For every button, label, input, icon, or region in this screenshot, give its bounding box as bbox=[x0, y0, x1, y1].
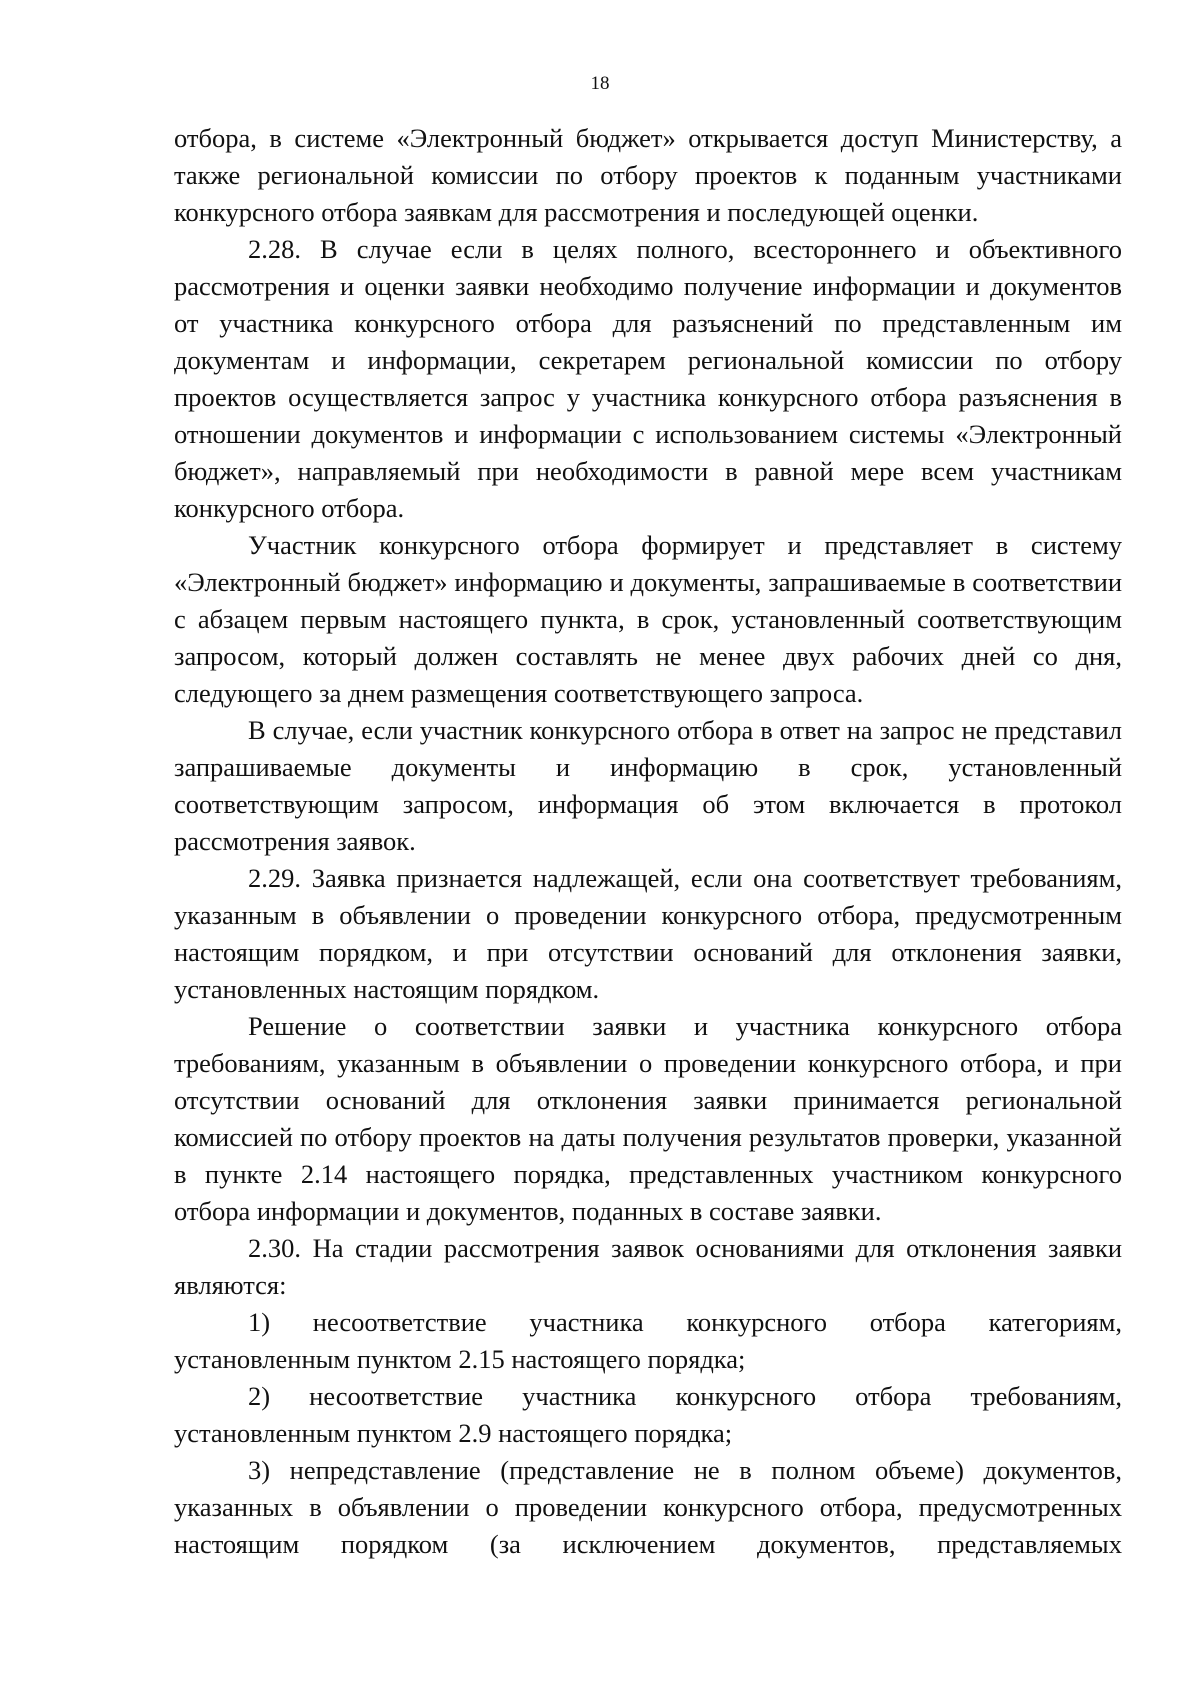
list-item-2: 2) несоответствие участника конкурсного отбора требованиям, установленным пунктом 2.9 настоящего порядка; bbox=[174, 1381, 1122, 1448]
page-number: 18 bbox=[590, 73, 610, 94]
list-item-1: 1) несоответствие участника конкурсного отбора категориям, установленным пунктом 2.15 настоящего порядка; bbox=[174, 1307, 1122, 1374]
paragraph-participant-submits: Участник конкурсного отбора формирует и представляет в систему «Электронный бюджет» информацию и документы, запрашиваемые в соответствии с абзацем первым настоящего пункта, в срок, установленный соответствующим запросом, который должен составлять не менее двух рабочих дней со дня, следующего за днем размещения соответствующего запроса. bbox=[174, 530, 1122, 708]
list-item-3: 3) непредставление (представление не в полном объеме) документов, указанных в объявлении о проведении конкурсного отбора, предусмотренных настоящим порядком (за исключением документов, представляемых bbox=[174, 1455, 1122, 1559]
paragraph-2-30: 2.30. На стадии рассмотрения заявок основаниями для отклонения заявки являются: bbox=[174, 1233, 1122, 1300]
document-body bbox=[174, 120, 1122, 1563]
paragraph-continuation: отбора, в системе «Электронный бюджет» открывается доступ Министерству, а также региональной комиссии по отбору проектов к поданным участниками конкурсного отбора заявкам для рассмотрения и последующей оценки. bbox=[174, 123, 1122, 227]
paragraph-2-28: 2.28. В случае если в целях полного, всестороннего и объективного рассмотрения и оценки заявки необходимо получение информации и документов от участника конкурсного отбора для разъяснений по представленным им документам и информации, секретарем региональной комиссии по отбору проектов осуществляется запрос у участника конкурсного отбора разъяснения в отношении документов и информации с использованием системы «Электронный бюджет», направляемый при необходимости в равной мере всем участникам конкурсного отбора. bbox=[174, 234, 1122, 523]
paragraph-2-29: 2.29. Заявка признается надлежащей, если она соответствует требованиям, указанным в объявлении о проведении конкурсного отбора, предусмотренным настоящим порядком, и при отсутствии оснований для отклонения заявки, установленных настоящим порядком. bbox=[174, 863, 1122, 1004]
paragraph-no-response: В случае, если участник конкурсного отбора в ответ на запрос не представил запрашиваемые документы и информацию в срок, установленный соответствующим запросом, информация об этом включается в протокол рассмотрения заявок. bbox=[174, 715, 1122, 856]
paragraph-decision: Решение о соответствии заявки и участника конкурсного отбора требованиям, указанным в объявлении о проведении конкурсного отбора, и при отсутствии оснований для отклонения заявки принимается региональной комиссией по отбору проектов на даты получения результатов проверки, указанной в пункте 2.14 настоящего порядка, представленных участником конкурсного отбора информации и документов, поданных в составе заявки. bbox=[174, 1011, 1122, 1226]
